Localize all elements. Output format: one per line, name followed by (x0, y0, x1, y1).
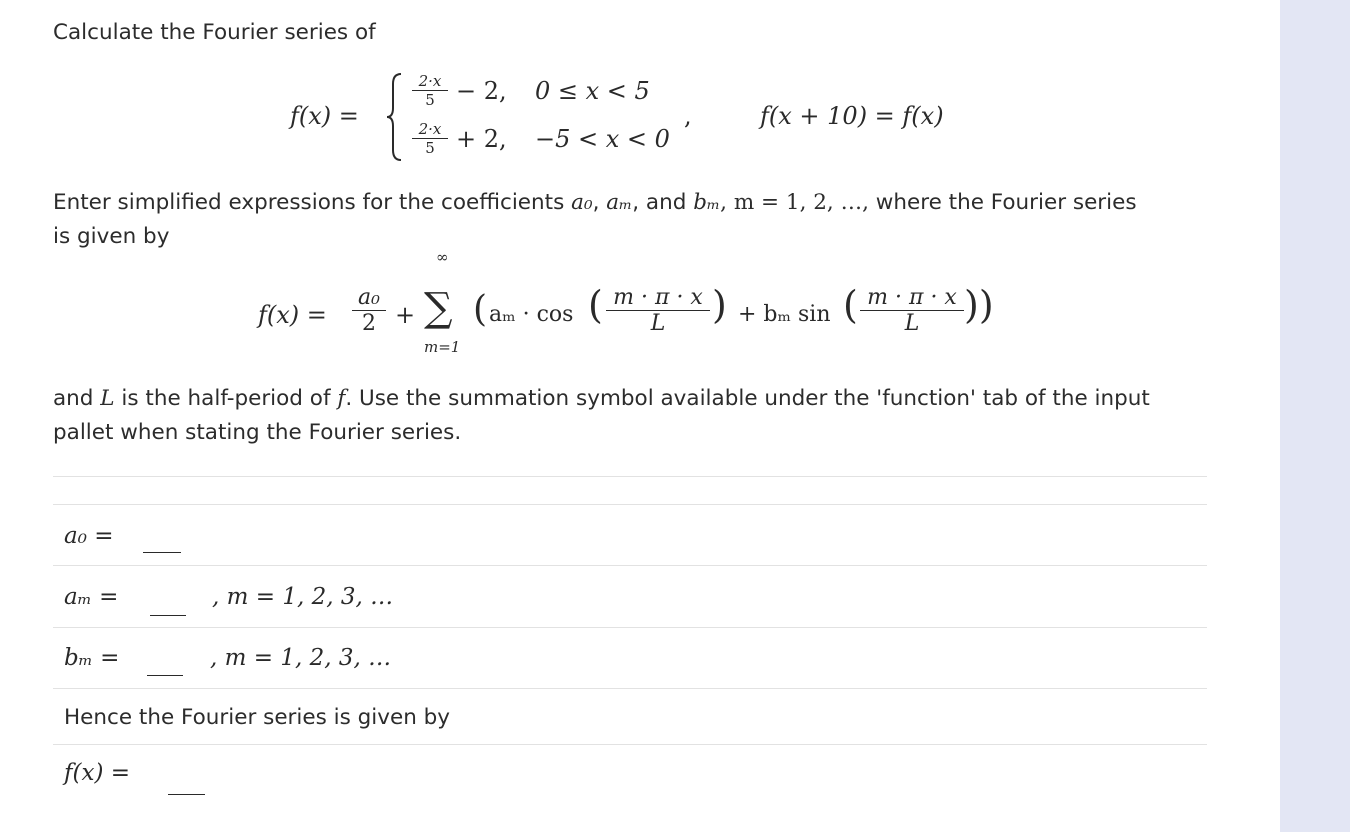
am-range: , m = 1, 2, 3, … (212, 584, 394, 610)
fx-label: f(x) = (64, 760, 131, 786)
case1-denominator: 5 (425, 91, 435, 109)
fourier-series-answer-input[interactable] (168, 794, 205, 795)
divider (53, 627, 1207, 628)
function-lhs: f(x) = (290, 102, 359, 130)
series-lhs: f(x) = (258, 301, 327, 329)
a0-over-2-fraction (352, 285, 386, 336)
m-range: , m = 1, 2, …, (720, 190, 869, 215)
bm-answer-input[interactable] (147, 675, 183, 676)
closing-parens: )) (964, 283, 994, 327)
case1-condition: 0 ≤ x < 5 (535, 77, 650, 105)
sin-argument-fraction (860, 285, 964, 336)
divider (53, 565, 1207, 566)
bm-range: , m = 1, 2, 3, … (210, 645, 392, 671)
L-symbol: L (100, 386, 115, 411)
case1-fraction (412, 72, 448, 109)
coefficients-text-suffix: where the Fourier series (868, 190, 1137, 215)
a0-label: a₀ = (64, 523, 114, 549)
divider (53, 688, 1207, 689)
question-intro: Calculate the Fourier series of (53, 20, 376, 45)
bm-label: bₘ = (64, 645, 120, 671)
divider (53, 476, 1207, 477)
half-period-line1 (53, 382, 1150, 416)
coefficients-text-prefix: Enter simplified expressions for the coefficients (53, 190, 572, 215)
sum-upper-limit: ∞ (436, 248, 449, 266)
bm-sin: + bₘ sin (738, 302, 831, 327)
definition-comma: , (684, 102, 692, 130)
half-period-mid: is the half-period of (114, 386, 338, 411)
case2-condition: −5 < x < 0 (535, 125, 670, 153)
case2-rest: + 2, (456, 125, 507, 153)
sin-open-paren: ( (843, 283, 858, 327)
plus-sign: + (395, 301, 416, 329)
cos-argument-denominator: L (650, 311, 666, 336)
and-text: , and (632, 190, 694, 215)
summation-icon: ∑ (424, 285, 453, 331)
coefficients-instruction-line2: is given by (53, 224, 170, 249)
a0-symbol: a₀ (571, 190, 593, 215)
hence-text: Hence the Fourier series is given by (64, 705, 451, 730)
half-period-line2: pallet when stating the Fourier series. (53, 420, 462, 445)
a0-answer-input[interactable] (143, 552, 181, 553)
f-symbol: f (337, 386, 346, 411)
coefficients-instruction-line1 (53, 186, 1137, 220)
case2-fraction (412, 120, 448, 157)
separator: , (592, 190, 607, 215)
cos-open-paren: ( (588, 283, 603, 327)
half-period-suffix: . Use the summation symbol available under the 'function' tab of the input (345, 386, 1150, 411)
cos-argument-numerator: m · π · x (613, 285, 703, 310)
periodicity-condition: f(x + 10) = f(x) (760, 102, 944, 130)
left-brace (385, 72, 405, 162)
case2-numerator: 2·x (418, 120, 442, 138)
case2-denominator: 5 (425, 139, 435, 157)
cos-close-paren: ) (712, 283, 727, 327)
half-period-prefix: and (53, 386, 101, 411)
right-sidebar-panel (1280, 0, 1350, 832)
divider (53, 744, 1207, 745)
bm-symbol: bₘ (693, 190, 721, 215)
open-paren: ( (473, 289, 488, 330)
divider (53, 504, 1207, 505)
am-label: aₘ = (64, 584, 119, 610)
am-symbol: aₘ (606, 190, 633, 215)
am-cos: aₘ · cos (489, 302, 574, 327)
sin-argument-numerator: m · π · x (867, 285, 957, 310)
a0-denominator: 2 (362, 311, 376, 336)
a0-numerator: a₀ (358, 285, 380, 310)
am-answer-input[interactable] (150, 615, 186, 616)
cos-argument-fraction (606, 285, 710, 336)
case1-numerator: 2·x (418, 72, 442, 90)
case1-rest: − 2, (456, 77, 507, 105)
sum-lower-limit: m=1 (424, 338, 461, 356)
sin-argument-denominator: L (904, 311, 920, 336)
